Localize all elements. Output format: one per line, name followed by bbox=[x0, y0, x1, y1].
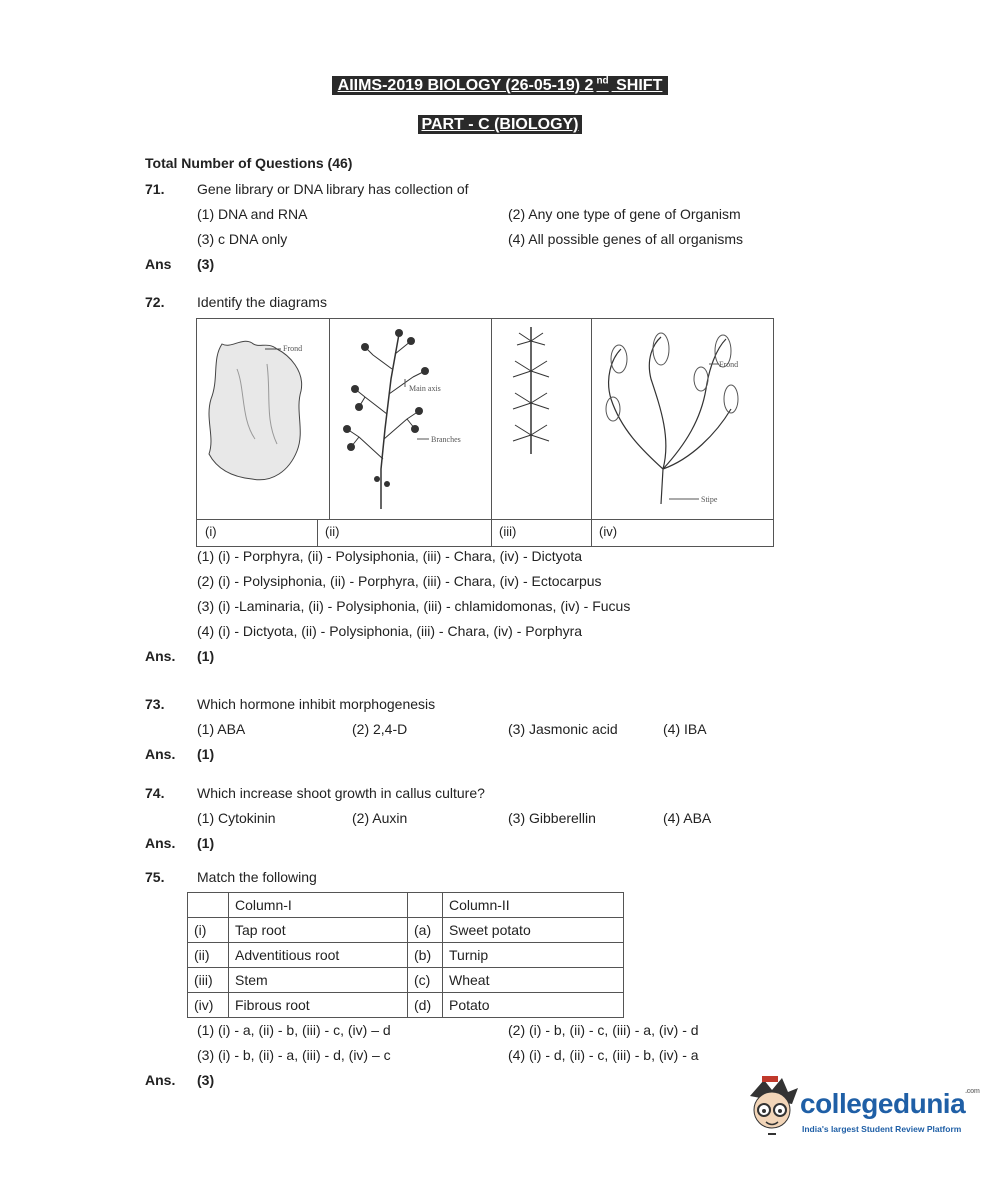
match-table bbox=[187, 892, 624, 1018]
answer-value: (1) bbox=[197, 746, 215, 762]
row-index: (i) bbox=[188, 918, 229, 943]
cell-label: (iii) bbox=[499, 524, 517, 539]
row-index: (iv) bbox=[188, 993, 229, 1018]
row-match: Turnip bbox=[443, 943, 624, 968]
cell-label: (iv) bbox=[599, 524, 618, 539]
chara-illustration bbox=[491, 319, 591, 519]
answer-label: Ans. bbox=[145, 1072, 176, 1088]
polysiphonia-illustration bbox=[329, 319, 491, 519]
question-number: 73. bbox=[145, 696, 165, 712]
row-item: Tap root bbox=[229, 918, 408, 943]
row-item: Stem bbox=[229, 968, 408, 993]
answer-value: (1) bbox=[197, 648, 215, 664]
question-text: Match the following bbox=[197, 869, 317, 885]
table-header-row bbox=[188, 893, 624, 918]
dictyota-illustration bbox=[591, 319, 773, 519]
cell-label: (i) bbox=[205, 524, 217, 539]
diagram-cell-i bbox=[197, 319, 330, 519]
row-key: (a) bbox=[408, 918, 443, 943]
option: (1) ABA bbox=[197, 721, 246, 737]
mascot-icon bbox=[742, 1074, 802, 1144]
diagram-cell-iii bbox=[491, 319, 592, 519]
question-number: 71. bbox=[145, 181, 165, 197]
diagram-cell-labels bbox=[197, 519, 773, 547]
option: (4) All possible genes of all organisms bbox=[508, 231, 744, 247]
row-item: Fibrous root bbox=[229, 993, 408, 1018]
option: (3) Jasmonic acid bbox=[508, 721, 618, 737]
diagram-label-frond: Frond bbox=[283, 344, 303, 353]
row-match: Potato bbox=[443, 993, 624, 1018]
question-text: Identify the diagrams bbox=[197, 294, 327, 310]
logo-tagline: India's largest Student Review Platform bbox=[802, 1124, 962, 1134]
total-questions: Total Number of Questions (46) bbox=[145, 155, 353, 171]
row-index: (ii) bbox=[188, 943, 229, 968]
option: (1) (i) - a, (ii) - b, (iii) - c, (iv) – d bbox=[197, 1022, 391, 1038]
row-index: (iii) bbox=[188, 968, 229, 993]
question-text: Gene library or DNA library has collection of bbox=[197, 181, 469, 197]
diagram-cell-iv bbox=[591, 319, 773, 519]
option: (4) (i) - Dictyota, (ii) - Polysiphonia, (iii) - Chara, (iv) - Porphyra bbox=[197, 623, 583, 639]
answer-label: Ans bbox=[145, 256, 172, 272]
option: (2) Auxin bbox=[352, 810, 408, 826]
row-item: Adventitious root bbox=[229, 943, 408, 968]
column-header: Column-II bbox=[443, 893, 624, 918]
diagram-label-frond-iv: Frond bbox=[719, 360, 739, 369]
diagram-label-branches: Branches bbox=[431, 435, 461, 444]
option: (2) Any one type of gene of Organism bbox=[508, 206, 741, 222]
option: (2) (i) - b, (ii) - c, (iii) - a, (iv) - d bbox=[508, 1022, 699, 1038]
question-text: Which hormone inhibit morphogenesis bbox=[197, 696, 436, 712]
answer-value: (1) bbox=[197, 835, 215, 851]
answer-label: Ans. bbox=[145, 746, 176, 762]
algae-diagram-table bbox=[196, 318, 774, 547]
option: (3) c DNA only bbox=[197, 231, 288, 247]
cell-label: (ii) bbox=[325, 524, 340, 539]
table-row bbox=[188, 943, 624, 968]
option: (2) 2,4-D bbox=[352, 721, 408, 737]
option: (3) Gibberellin bbox=[508, 810, 596, 826]
table-row bbox=[188, 918, 624, 943]
row-key: (d) bbox=[408, 993, 443, 1018]
diagram-cell-ii bbox=[329, 319, 492, 519]
option: (4) ABA bbox=[663, 810, 712, 826]
option: (4) (i) - d, (ii) - c, (iii) - b, (iv) - a bbox=[508, 1047, 699, 1063]
part-heading: PART - C (BIOLOGY) bbox=[0, 116, 1000, 134]
question-number: 74. bbox=[145, 785, 165, 801]
option: (1) Cytokinin bbox=[197, 810, 276, 826]
porphyra-illustration bbox=[197, 319, 329, 519]
answer-label: Ans. bbox=[145, 648, 176, 664]
document-title: AIIMS-2019 BIOLOGY (26-05-19) 2 $^{nd}$ SHIFT bbox=[0, 76, 1000, 95]
table-row bbox=[188, 993, 624, 1018]
table-row bbox=[188, 968, 624, 993]
row-match: Sweet potato bbox=[443, 918, 624, 943]
option: (4) IBA bbox=[663, 721, 707, 737]
row-match: Wheat bbox=[443, 968, 624, 993]
question-number: 75. bbox=[145, 869, 165, 885]
row-key: (c) bbox=[408, 968, 443, 993]
row-key: (b) bbox=[408, 943, 443, 968]
diagram-label-main-axis: Main axis bbox=[409, 384, 441, 393]
answer-value: (3) bbox=[197, 256, 215, 272]
diagram-label-stipe: Stipe bbox=[701, 495, 718, 504]
answer-label: Ans. bbox=[145, 835, 176, 851]
logo-wordmark: collegedunia bbox=[800, 1088, 966, 1119]
logo-domain: .com bbox=[965, 1088, 980, 1095]
option: (3) (i) - b, (ii) - a, (iii) - d, (iv) – c bbox=[197, 1047, 391, 1063]
question-number: 72. bbox=[145, 294, 165, 310]
option: (1) DNA and RNA bbox=[197, 206, 308, 222]
option: (3) (i) -Laminaria, (ii) - Polysiphonia, (iii) - chlamidomonas, (iv) - Fucus bbox=[197, 598, 631, 614]
question-text: Which increase shoot growth in callus culture? bbox=[197, 785, 485, 801]
answer-value: (3) bbox=[197, 1072, 215, 1088]
option: (2) (i) - Polysiphonia, (ii) - Porphyra, (iii) - Chara, (iv) - Ectocarpus bbox=[197, 573, 602, 589]
option: (1) (i) - Porphyra, (ii) - Polysiphonia, (iii) - Chara, (iv) - Dictyota bbox=[197, 548, 583, 564]
column-header: Column-I bbox=[229, 893, 408, 918]
collegedunia-logo bbox=[742, 1074, 980, 1144]
